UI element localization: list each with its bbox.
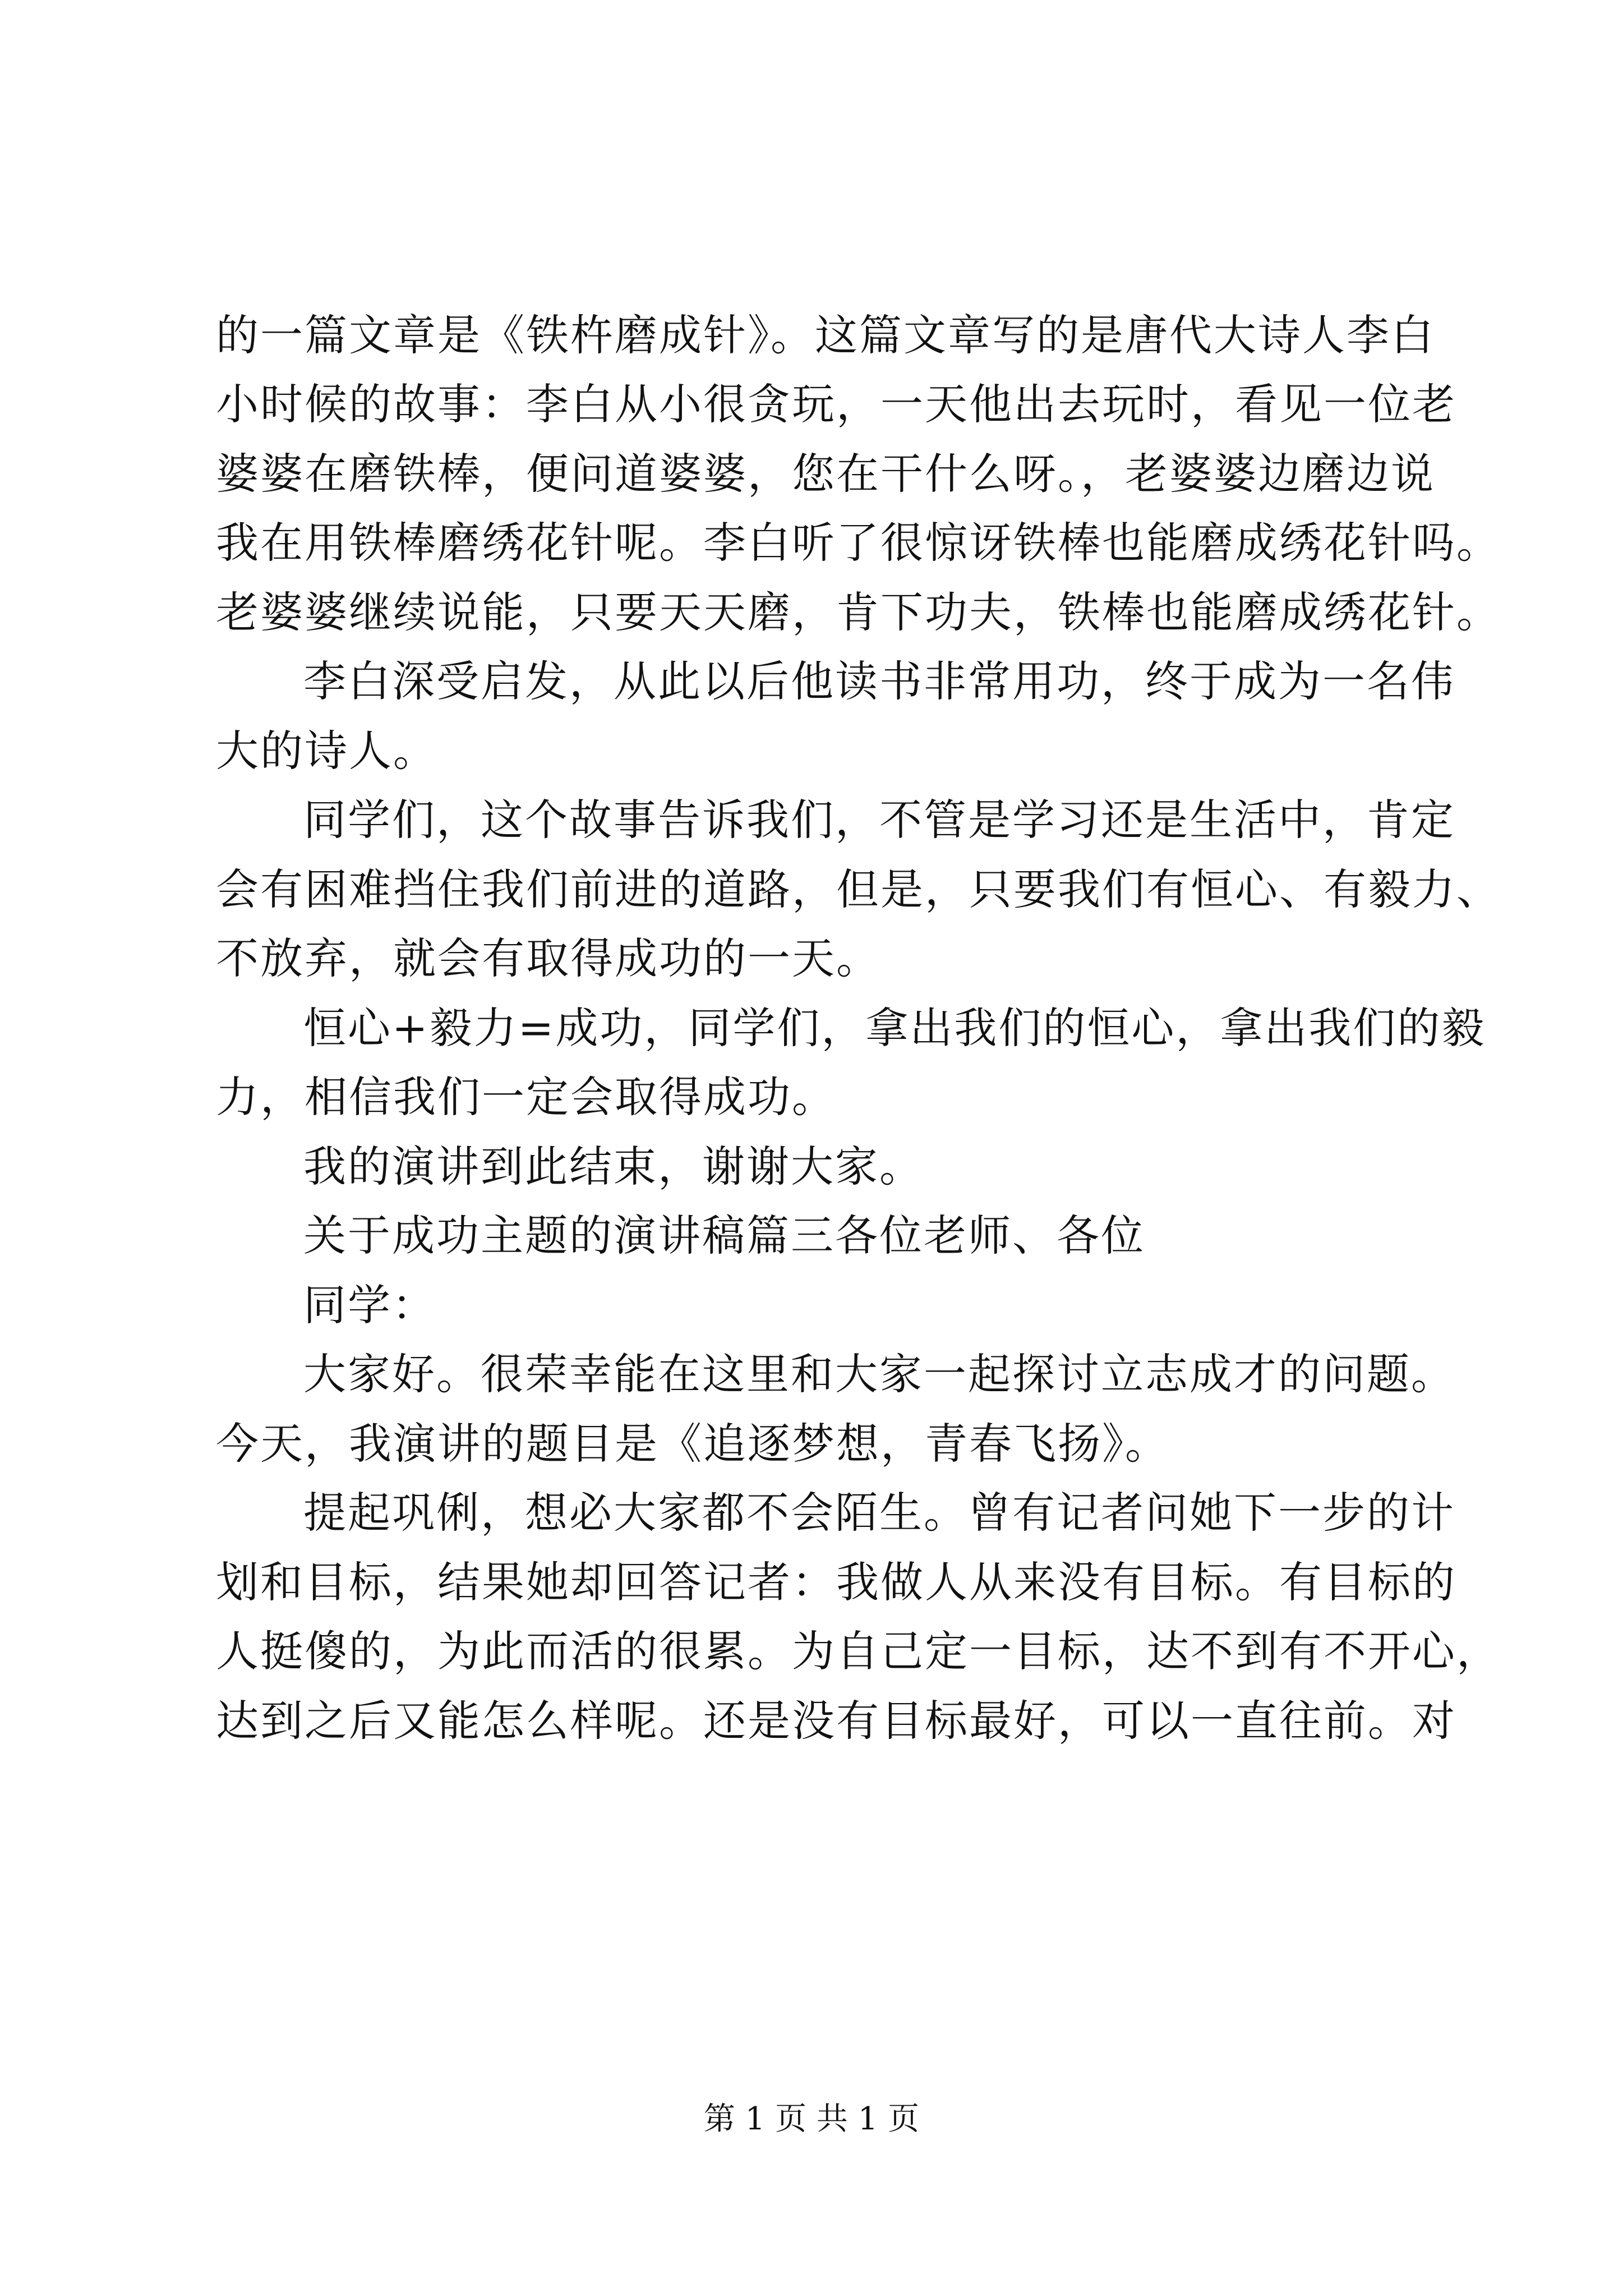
text-line: 力，相信我们一定会取得成功。 — [216, 1072, 836, 1122]
text-line: 提起巩俐，想必大家都不会陌生。曾有记者问她下一步的计 — [303, 1488, 1455, 1538]
text-line: 大家好。很荣幸能在这里和大家一起探讨立志成才的问题。 — [303, 1349, 1455, 1399]
text-line: 老婆婆继续说能，只要天天磨，肯下功夫，铁棒也能磨成绣花针。 — [216, 587, 1501, 637]
text-line: 我在用铁棒磨绣花针呢。李白听了很惊讶铁棒也能磨成绣花针吗。 — [216, 518, 1501, 568]
text-line: 划和目标，结果她却回答记者：我做人从来没有目标。有目标的 — [216, 1557, 1456, 1607]
text-line: 同学： — [303, 1280, 436, 1330]
text-line: 会有困难挡住我们前进的道路，但是，只要我们有恒心、有毅力、 — [216, 864, 1501, 914]
text-line: 不放弃，就会有取得成功的一天。 — [216, 933, 880, 983]
text-line: 恒心+毅力=成功，同学们，拿出我们的恒心，拿出我们的毅 — [303, 1003, 1486, 1053]
text-line: 关于成功主题的演讲稿篇三各位老师、各位 — [303, 1211, 1145, 1260]
text-line: 婆婆在磨铁棒，便问道婆婆，您在干什么呀。，老婆婆边磨边说 — [216, 449, 1435, 499]
text-line: 李白深受启发，从此以后他读书非常用功，终于成为一名伟 — [303, 656, 1455, 706]
text-line: 同学们，这个故事告诉我们，不管是学习还是生活中，肯定 — [303, 795, 1455, 845]
page-footer: 第 1 页 共 1 页 — [703, 2101, 920, 2137]
text-line: 的一篇文章是《铁杵磨成针》。这篇文章写的是唐代大诗人李白 — [216, 310, 1435, 360]
text-line: 我的演讲到此结束，谢谢大家。 — [303, 1142, 924, 1191]
text-line: 小时候的故事：李白从小很贪玩，一天他出去玩时，看见一位老 — [216, 379, 1456, 429]
text-line: 今天，我演讲的题目是《追逐梦想，青春飞扬》。 — [216, 1419, 1169, 1469]
text-line: 大的诗人。 — [216, 726, 437, 776]
text-line: 人挺傻的，为此而活的很累。为自己定一目标，达不到有不开心， — [216, 1626, 1501, 1676]
text-line: 达到之后又能怎么样呢。还是没有目标最好，可以一直往前。对 — [216, 1696, 1456, 1746]
